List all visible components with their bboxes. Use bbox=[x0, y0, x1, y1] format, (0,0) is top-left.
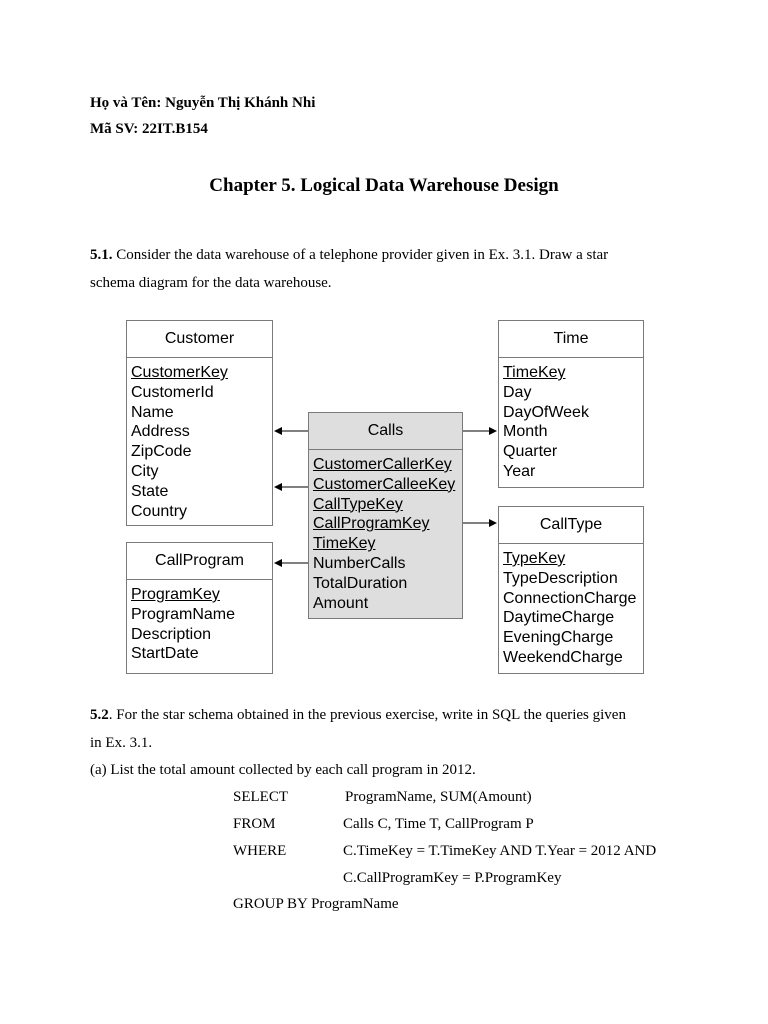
ex52-number: 5.2 bbox=[90, 707, 109, 723]
attribute: StartDate bbox=[131, 645, 199, 663]
key-attribute: TimeKey bbox=[503, 364, 566, 381]
student-name-value: Nguyễn Thị Khánh Nhi bbox=[165, 95, 316, 111]
attribute: Amount bbox=[313, 594, 369, 612]
attribute: Year bbox=[503, 462, 536, 480]
key-attribute: ProgramKey bbox=[131, 586, 220, 603]
time-table bbox=[498, 320, 644, 488]
sql-groupby: GROUP BY ProgramName bbox=[233, 896, 399, 912]
attribute: ZipCode bbox=[131, 443, 192, 461]
sql-from-keyword: FROM bbox=[233, 816, 276, 832]
attribute: DayOfWeek bbox=[503, 403, 589, 421]
calltype-table bbox=[498, 506, 644, 674]
ex52-line2: in Ex. 3.1. bbox=[90, 735, 153, 751]
key-attribute: CallProgramKey bbox=[313, 515, 430, 533]
attribute: Quarter bbox=[503, 443, 558, 461]
attribute: State bbox=[131, 482, 169, 500]
key-attribute: CustomerCalleeKey bbox=[313, 475, 456, 493]
sql-select-value: ProgramName, SUM(Amount) bbox=[345, 789, 532, 805]
sql-where-keyword: WHERE bbox=[233, 843, 287, 859]
callprogram-table-title: CallProgram bbox=[127, 543, 272, 580]
student-id-value: 22IT.B154 bbox=[141, 121, 208, 137]
customer-attributes bbox=[127, 358, 272, 521]
attribute: NumberCalls bbox=[313, 554, 406, 572]
time-attributes bbox=[499, 358, 643, 482]
attribute: DaytimeCharge bbox=[503, 609, 615, 627]
key-attribute: TypeKey bbox=[503, 550, 566, 567]
attribute: Description bbox=[131, 625, 212, 643]
calltype-table-title: CallType bbox=[499, 507, 643, 544]
attribute: Month bbox=[503, 423, 548, 441]
student-id-label: Mã SV: bbox=[90, 121, 139, 137]
ex52-part-a: (a) List the total amount collected by each call program in 2012. bbox=[90, 762, 476, 778]
calltype-attributes bbox=[499, 544, 643, 668]
attribute: WeekendCharge bbox=[503, 648, 623, 666]
ex51-number: 5.1. bbox=[90, 247, 113, 263]
ex51-line2: schema diagram for the data warehouse. bbox=[90, 275, 332, 291]
attribute: ProgramName bbox=[131, 605, 236, 623]
attribute: CustomerId bbox=[131, 383, 214, 401]
sql-where-value-2: C.CallProgramKey = P.ProgramKey bbox=[343, 870, 562, 886]
ex52-text-1: . For the star schema obtained in the previous exercise, write in SQL the queries given bbox=[108, 707, 626, 723]
key-attribute: CustomerCallerKey bbox=[313, 456, 452, 473]
callprogram-table bbox=[126, 542, 273, 674]
ex52-line1 bbox=[90, 705, 626, 725]
time-table-title: Time bbox=[499, 321, 643, 358]
attribute: Address bbox=[131, 423, 190, 441]
attribute: Name bbox=[131, 403, 174, 421]
attribute: ConnectionCharge bbox=[503, 589, 637, 607]
calls-fact-table bbox=[308, 412, 463, 619]
key-attribute: CustomerKey bbox=[131, 364, 228, 381]
callprogram-attributes bbox=[127, 580, 272, 664]
attribute: EveningCharge bbox=[503, 629, 614, 647]
attribute: TypeDescription bbox=[503, 569, 618, 587]
attribute: Day bbox=[503, 383, 532, 401]
key-attribute: CallTypeKey bbox=[313, 495, 403, 513]
attribute: Country bbox=[131, 502, 188, 520]
calls-attributes bbox=[309, 450, 462, 613]
customer-table-title: Customer bbox=[127, 321, 272, 358]
customer-table bbox=[126, 320, 273, 526]
student-name-label: Họ và Tên: bbox=[90, 95, 162, 111]
ex51-text-1: Consider the data warehouse of a telephone provider given in Ex. 3.1. Draw a star bbox=[112, 247, 609, 263]
calls-table-title: Calls bbox=[309, 413, 462, 450]
chapter-title: Chapter 5. Logical Data Warehouse Design bbox=[209, 175, 559, 196]
attribute: TotalDuration bbox=[313, 574, 408, 592]
sql-where-value-1: C.TimeKey = T.TimeKey AND T.Year = 2012 AND bbox=[343, 843, 657, 859]
sql-from-value: Calls C, Time T, CallProgram P bbox=[343, 816, 534, 832]
sql-select-keyword: SELECT bbox=[233, 789, 288, 805]
key-attribute: TimeKey bbox=[313, 535, 376, 553]
attribute: City bbox=[131, 462, 159, 480]
